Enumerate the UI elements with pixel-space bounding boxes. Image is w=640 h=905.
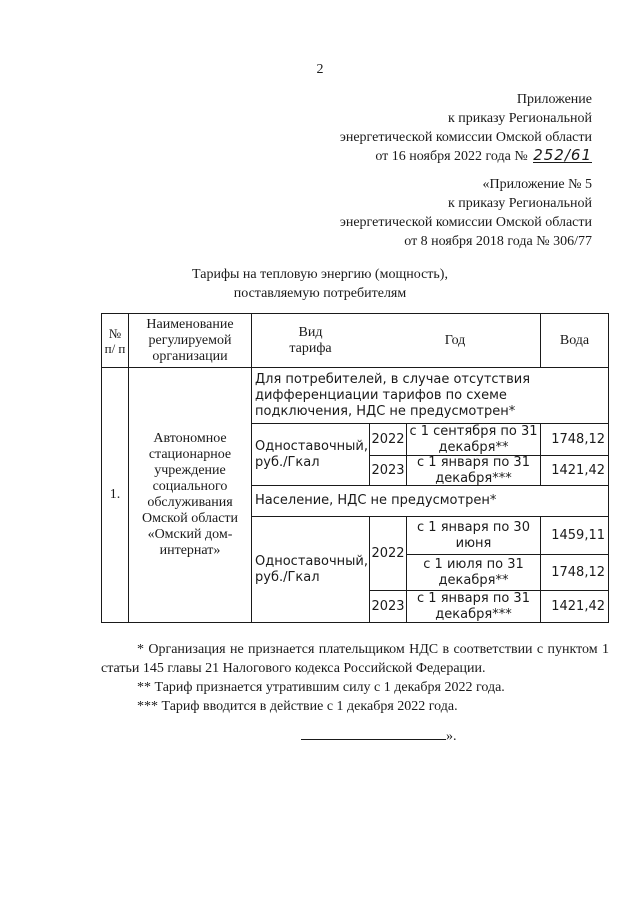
appendix-original-line4: от 8 ноября 2018 года № 306/77: [404, 234, 592, 249]
section2-value-2: 1748,12: [551, 564, 605, 580]
title-line2: поставляемую потребителям: [233, 286, 407, 301]
appendix-original-line3: энергетической комиссии Омской области: [339, 215, 592, 230]
handwritten-order-number: 252/61: [533, 146, 592, 164]
section2-tariff-type: Одноставочный, руб./Гкал: [255, 553, 369, 585]
closing-rule: [301, 727, 446, 740]
section2-period-1: с 1 января по 30 июня: [417, 519, 530, 551]
row-number: 1.: [109, 487, 121, 502]
footnote-3: *** Тариф вводится в действие с 1 декабря 2022 года.: [137, 699, 458, 714]
footnote-1: * Организация не признается плательщиком НДС в соответствии с пунктом 1 статьи 145 главы 21 Налогового кодекса Российской Федерации.: [101, 642, 609, 676]
section2-period-2: с 1 июля по 31 декабря**: [423, 556, 524, 588]
appendix-original-line1: «Приложение № 5: [482, 177, 592, 192]
appendix-current-line4: [340, 147, 592, 166]
section1-value-1: 1748,12: [551, 431, 605, 447]
header-number: № п/ п: [104, 325, 126, 356]
appendix-original-line2: к приказу Региональной: [447, 196, 592, 211]
header-tariff-type: Вид тарифа: [289, 324, 332, 356]
header-year: Год: [444, 332, 466, 348]
closing-line: [301, 727, 457, 745]
appendix-current-line2: к приказу Региональной: [447, 111, 592, 126]
section2-year-2023: 2023: [371, 598, 405, 614]
organization-name: Автономное стационарное учреждение социального обслуживания Омской области «Омский дом-интернат»: [141, 431, 239, 558]
section1-header: Для потребителей, в случае отсутствия дифференциации тарифов по схеме подключения, НДС не предусмотрен*: [255, 371, 531, 419]
appendix-current: [340, 90, 592, 166]
section2-value-3: 1421,42: [551, 598, 605, 614]
section1-period-1: с 1 сентября по 31 декабря**: [409, 423, 538, 455]
appendix-original: [340, 175, 592, 251]
footnotes: [101, 640, 609, 716]
order-date-prefix: от 16 ноября 2022 года №: [375, 149, 528, 164]
footnote-2: ** Тариф признается утратившим силу с 1 декабря 2022 года.: [137, 680, 505, 695]
section1-value-2: 1421,42: [551, 462, 605, 478]
section2-header: Население, НДС не предусмотрен*: [255, 493, 497, 508]
header-water: Вода: [559, 332, 590, 348]
document-title: [0, 265, 640, 303]
appendix-current-line1: Приложение: [516, 92, 592, 107]
section1-year-2023: 2023: [371, 462, 405, 478]
title-line1: Тарифы на тепловую энергию (мощность),: [192, 267, 448, 282]
section1-tariff-type: Одноставочный, руб./Гкал: [255, 438, 369, 470]
section2-value-1: 1459,11: [551, 527, 605, 543]
section2-period-3: с 1 января по 31 декабря***: [417, 590, 530, 622]
section1-year-2022: 2022: [371, 431, 405, 447]
appendix-current-line3: энергетической комиссии Омской области: [339, 130, 592, 145]
tariff-table: [101, 313, 609, 623]
closing-mark: ».: [446, 729, 457, 744]
page-number: 2: [316, 62, 324, 77]
section2-year-2022: 2022: [371, 545, 405, 561]
section1-period-2: с 1 января по 31 декабря***: [417, 454, 530, 486]
header-organization: Наименование регулируемой организации: [146, 316, 234, 364]
